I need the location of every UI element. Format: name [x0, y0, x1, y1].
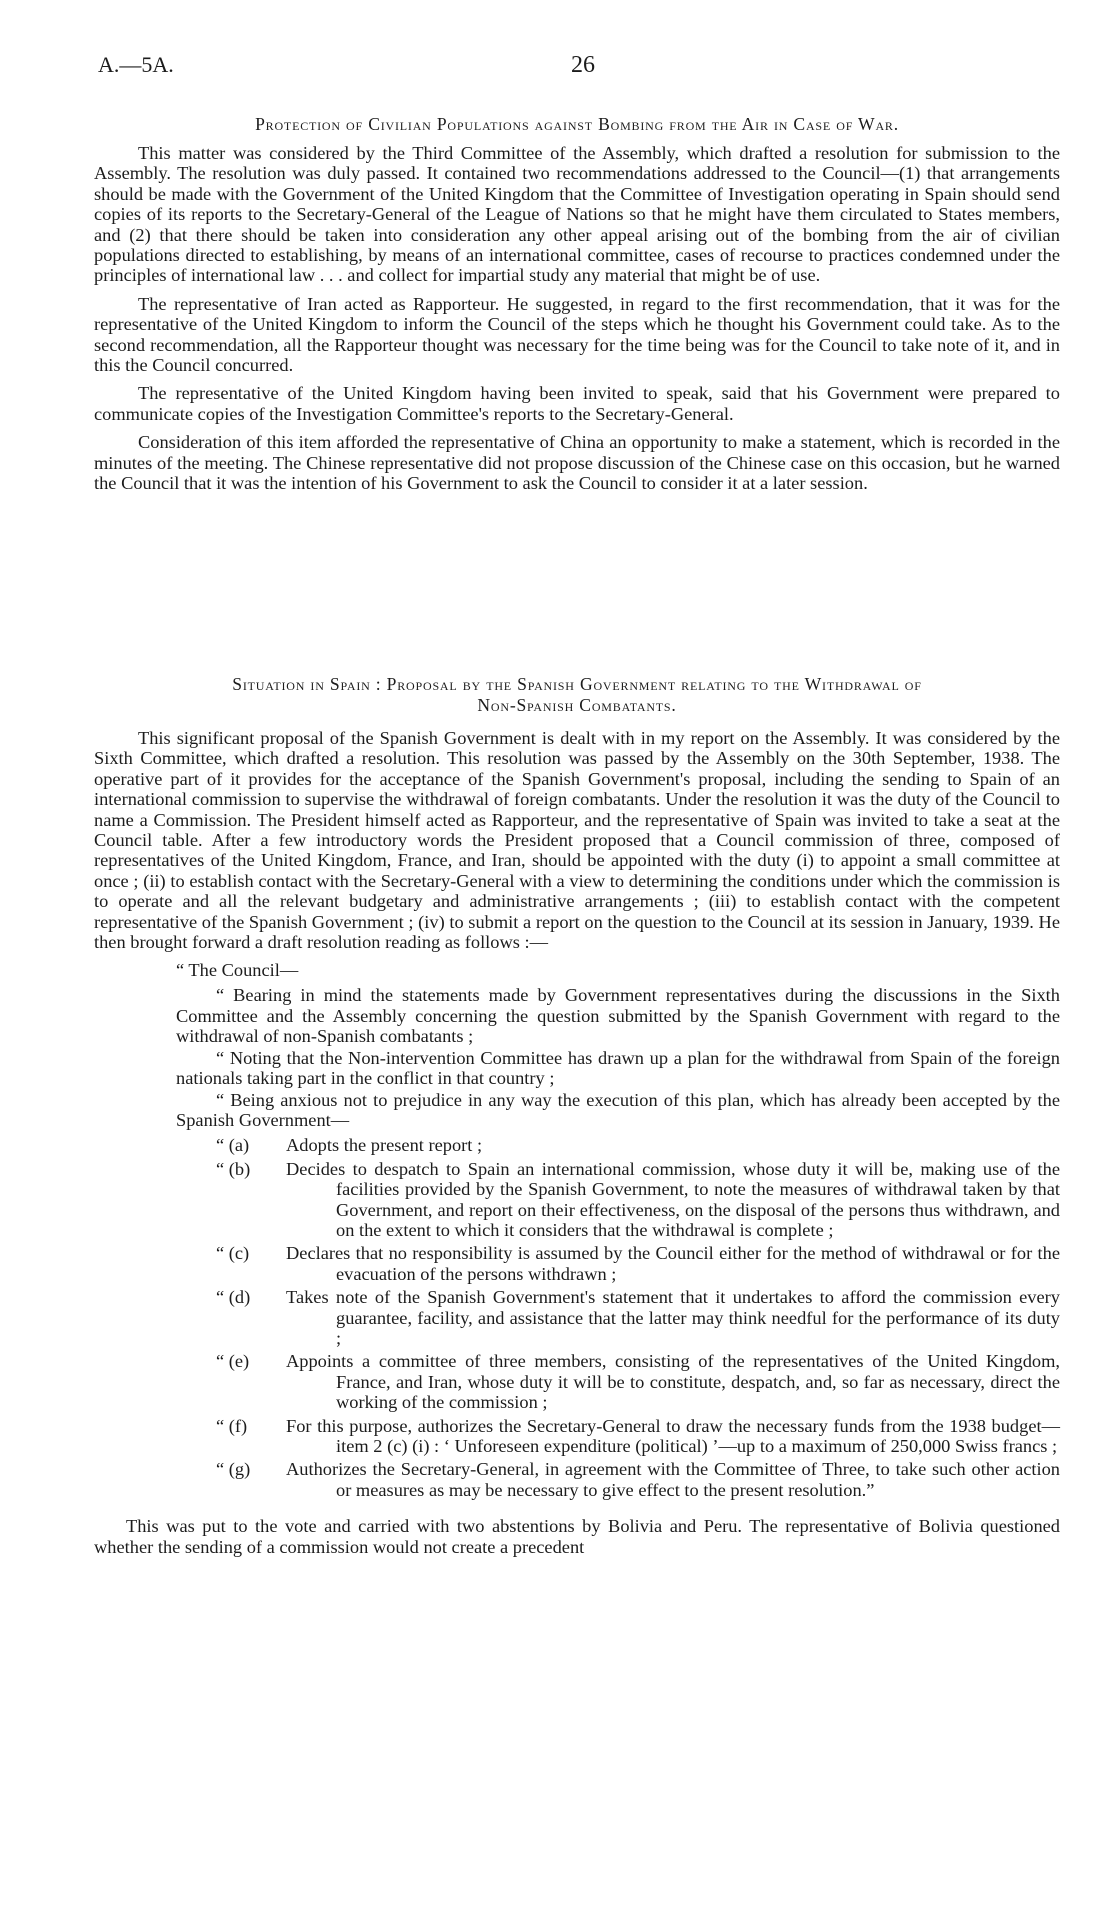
paragraph: This significant proposal of the Spanish Government is dealt with in my report on the Assembly. It was considered by the Sixth Committee, which drafted a resolution. This resolution was passed by the Assembly on the 30th September, 1938. The operative part of it provides for the acceptance of the Spanish Government's proposal, including the sending to Spain of an international commission to supervise the withdrawal of foreign combatants. Under the resolution it was the duty of the Council to name a Commission. The President himself acted as Rapporteur, and the representative of Spain was invited to take a seat at the Council table. After a few introductory words the President proposed that a Council commission of three, composed of representatives of the United Kingdom, France, and Iran, should be appointed with the duty (i) to appoint a small committee at once ; (ii) to establish contact with the Secretary-General with a view to determining the conditions under which the commission is to operate and all the relevant budgetary and administrative arrangements ; (iii) to establish contact with the competent representative of the Spanish Government ; (iv) to submit a report on the question to the Council at its session in January, 1939. He then brought forward a draft resolution reading as follows :— — [94, 728, 1060, 953]
resolution-item — [216, 1351, 1060, 1412]
paragraph: This matter was considered by the Third Committee of the Assembly, which drafted a resolution for submission to the Assembly. The resolution was duly passed. It contained two recommendations addressed to the Council—(1) that arrangements should be made with the Government of the United Kingdom that the Committee of Investigation operating in Spain should send copies of its reports to the Secretary-General of the League of Nations so that he might have them circulated to States members, and (2) that there should be taken into consideration any other appeal arising out of the bombing from the air of civilian populations directed to establishing, by means of an international committee, cases of recourse to practices condemned under the principles of international law . . . and collect for impartial study any material that might be of use. — [94, 143, 1060, 286]
item-text: Authorizes the Secretary-General, in agreement with the Committee of Three, to take such other action or measures as may be necessary to give effect to the present resolution.” — [286, 1459, 1060, 1500]
item-text: Appoints a committee of three members, consisting of the representatives of the United Kingdom, France, and Iran, whose duty it will be to constitute, despatch, and, so far as necessary, direct the working of the commission ; — [286, 1351, 1060, 1413]
item-marker: “ (g) — [216, 1459, 251, 1480]
page-number: 26 — [571, 52, 595, 78]
paragraph: The representative of Iran acted as Rapporteur. He suggested, in regard to the first recommendation, that it was for the representative of the United Kingdom to inform the Council of the steps which he thought his Government could take. As to the second recommendation, all the Rapporteur thought was necessary for the time being was for the Council to take note of it, and in this the Council concurred. — [94, 293, 1060, 376]
draft-resolution — [176, 960, 1060, 1500]
resolution-opening: “ The Council— — [176, 960, 299, 981]
section-heading: Protection of Civilian Populations against Bombing from the Air in Case of War. — [255, 114, 899, 134]
resolution-recital: “ Being anxious not to prejudice in any way the execution of this plan, which has already been accepted by the Spanish Government— — [176, 1089, 1060, 1130]
resolution-recital: “ Bearing in mind the statements made by Government representatives during the discussions in the Sixth Committee and the Assembly concerning the question submitted by the Spanish Government with regard to the withdrawal of non-Spanish combatants ; — [176, 985, 1060, 1047]
paragraph: The representative of the United Kingdom having been invited to speak, said that his Government were prepared to communicate copies of the Investigation Committee's reports to the Secretary-General. — [94, 383, 1060, 424]
item-marker: “ (d) — [216, 1287, 251, 1308]
resolution-item — [216, 1135, 1060, 1155]
section-spain-withdrawal — [94, 674, 1060, 1565]
resolution-item — [216, 1243, 1060, 1284]
item-marker: “ (b) — [216, 1158, 251, 1179]
item-text: For this purpose, authorizes the Secretary-General to draw the necessary funds from the 1938 budget—item 2 (c) (i) : ‘ Unforeseen expenditure (political) ’—up to a maximum of 250,000 Swiss francs ; — [286, 1415, 1060, 1456]
item-marker: “ (a) — [216, 1135, 250, 1156]
item-marker: “ (e) — [216, 1351, 250, 1372]
resolution-items — [216, 1135, 1060, 1500]
section-heading-line-2: Non-Spanish Combatants. — [477, 695, 677, 715]
item-text: Adopts the present report ; — [286, 1135, 483, 1156]
document-reference: A.—5A. — [98, 52, 174, 77]
section-heading-line-1: Situation in Spain : Proposal by the Spanish Government relating to the Withdrawal of — [232, 674, 922, 694]
page-header — [98, 52, 1058, 82]
resolution-item — [216, 1459, 1060, 1500]
resolution-recital: “ Noting that the Non-intervention Committee has drawn up a plan for the withdrawal from Spain of the foreign nationals taking part in the conflict in that country ; — [176, 1047, 1060, 1089]
resolution-item — [216, 1416, 1060, 1457]
item-text: Takes note of the Spanish Government's statement that it undertakes to afford the commission every guarantee, facility, and assistance that the latter may think needful for the performance of its duty ; — [286, 1287, 1060, 1348]
item-text: Decides to despatch to Spain an international commission, whose duty it will be, making use of the facilities provided by the Spanish Government, to note the measures of withdrawal taken by that Government, and report on their effectiveness, on the disposal of the persons thus withdrawn, and on the extent to which it considers that the withdrawal is complete ; — [286, 1158, 1060, 1240]
resolution-item — [216, 1159, 1060, 1241]
resolution-item — [216, 1287, 1060, 1348]
paragraph: Consideration of this item afforded the representative of China an opportunity to make a statement, which is recorded in the minutes of the meeting. The Chinese representative did not propose discussion of the Chinese case on this occasion, but he warned the Council that it was the intention of his Government to ask the Council to consider it at a later session. — [94, 432, 1060, 494]
item-text: Declares that no responsibility is assumed by the Council either for the method of withdrawal or for the evacuation of the persons withdrawn ; — [286, 1243, 1060, 1284]
section-civilian-bombing — [94, 114, 1060, 502]
item-marker: “ (f) — [216, 1415, 248, 1436]
item-marker: “ (c) — [216, 1243, 250, 1264]
closing-paragraph: This was put to the vote and carried with two abstentions by Bolivia and Peru. The representative of Bolivia questioned whether the sending of a commission would not create a precedent — [94, 1516, 1060, 1557]
